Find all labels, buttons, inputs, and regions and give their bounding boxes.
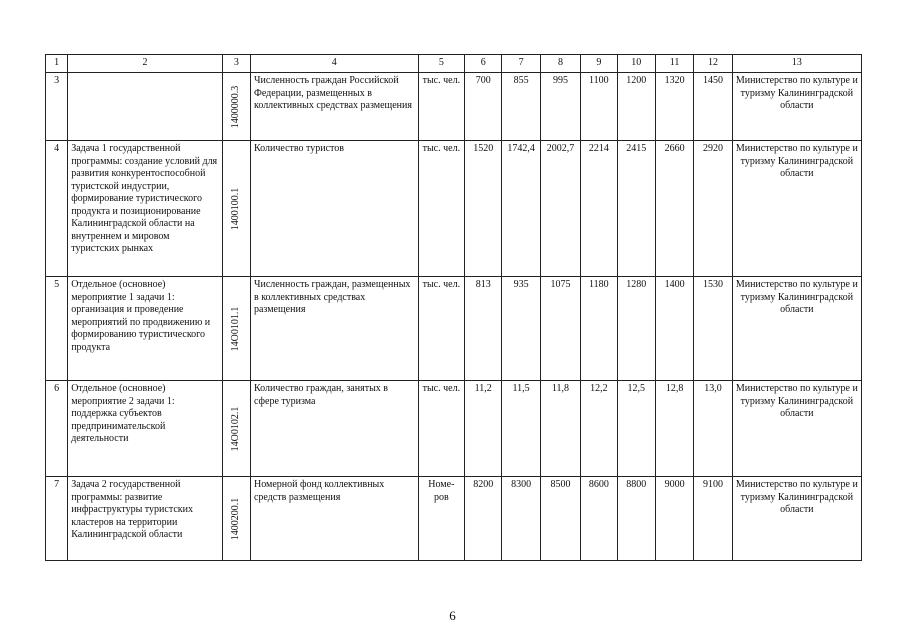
value-cell: 1400 <box>655 277 693 381</box>
unit-cell: тыс. чел. <box>418 141 464 277</box>
value-cell: 1450 <box>694 73 732 141</box>
code-text: 14O0102.1 <box>230 406 242 451</box>
value-cell: 2415 <box>617 141 655 277</box>
value-cell: 855 <box>502 73 540 141</box>
page-number: 6 <box>449 608 456 623</box>
indicator-cell: Количество граждан, занятых в сфере туризма <box>250 381 418 477</box>
header-row <box>46 55 862 73</box>
column-header: 6 <box>465 55 502 73</box>
value-cell: 8300 <box>502 477 540 561</box>
table-row <box>46 477 862 561</box>
value-cell: 12,8 <box>655 381 693 477</box>
column-header: 3 <box>222 55 250 73</box>
code-cell <box>222 381 250 477</box>
value-cell: 1180 <box>581 277 617 381</box>
unit-cell: тыс. чел. <box>418 73 464 141</box>
value-cell: 13,0 <box>694 381 732 477</box>
value-cell: 2660 <box>655 141 693 277</box>
value-cell: 11,2 <box>465 381 502 477</box>
indicators-table <box>45 54 862 561</box>
value-cell: 2920 <box>694 141 732 277</box>
row-number: 6 <box>46 381 68 477</box>
value-cell: 8800 <box>617 477 655 561</box>
column-header: 5 <box>418 55 464 73</box>
row-number: 3 <box>46 73 68 141</box>
column-header: 2 <box>68 55 223 73</box>
value-cell: 1100 <box>581 73 617 141</box>
unit-cell: тыс. чел. <box>418 277 464 381</box>
value-cell: 8200 <box>465 477 502 561</box>
indicator-cell: Численность граждан Российской Федерации, размещенных в коллективных средствах размещения <box>250 73 418 141</box>
value-cell: 995 <box>540 73 580 141</box>
indicator-cell: Номерной фонд коллективных средств размещения <box>250 477 418 561</box>
column-header: 12 <box>694 55 732 73</box>
column-header: 4 <box>250 55 418 73</box>
task-cell: Задача 1 государственной программы: создание условий для развития конкурентоспособной туристской индустрии, формирование туристического продукта и позиционирование Калининградской области на внутреннем и мировом туристских рынках <box>68 141 223 277</box>
value-cell: 1520 <box>465 141 502 277</box>
task-cell: Отдельное (основное) мероприятие 1 задачи 1: организация и проведение мероприятий по продвижению и формированию туристического продукта <box>68 277 223 381</box>
code-cell <box>222 277 250 381</box>
value-cell: 1075 <box>540 277 580 381</box>
column-header: 8 <box>540 55 580 73</box>
code-cell <box>222 73 250 141</box>
indicator-cell: Численность граждан, размещенных в коллективных средствах размещения <box>250 277 418 381</box>
task-cell: Отдельное (основное) мероприятие 2 задачи 1: поддержка субъектов предпринимательской деятельности <box>68 381 223 477</box>
code-text: 1400000.3 <box>230 85 242 128</box>
responsible-cell: Министерство по культуре и туризму Калининградской области <box>732 477 861 561</box>
column-header: 10 <box>617 55 655 73</box>
column-header: 1 <box>46 55 68 73</box>
row-number: 4 <box>46 141 68 277</box>
value-cell: 1320 <box>655 73 693 141</box>
column-header: 7 <box>502 55 540 73</box>
responsible-cell: Министерство по культуре и туризму Калининградской области <box>732 73 861 141</box>
table-row <box>46 73 862 141</box>
task-cell <box>68 73 223 141</box>
unit-cell: тыс. чел. <box>418 381 464 477</box>
code-text: 1400100.1 <box>230 187 242 230</box>
responsible-cell: Министерство по культуре и туризму Калининградской области <box>732 381 861 477</box>
value-cell: 700 <box>465 73 502 141</box>
value-cell: 8500 <box>540 477 580 561</box>
value-cell: 1200 <box>617 73 655 141</box>
code-cell <box>222 477 250 561</box>
column-header: 9 <box>581 55 617 73</box>
value-cell: 8600 <box>581 477 617 561</box>
table-body <box>46 55 862 561</box>
responsible-cell: Министерство по культуре и туризму Калининградской области <box>732 277 861 381</box>
value-cell: 2002,7 <box>540 141 580 277</box>
value-cell: 2214 <box>581 141 617 277</box>
unit-cell: Номе-ров <box>418 477 464 561</box>
value-cell: 1742,4 <box>502 141 540 277</box>
value-cell: 12,5 <box>617 381 655 477</box>
row-number: 5 <box>46 277 68 381</box>
value-cell: 1280 <box>617 277 655 381</box>
value-cell: 11,5 <box>502 381 540 477</box>
value-cell: 813 <box>465 277 502 381</box>
code-text: 1400200.1 <box>230 497 242 540</box>
value-cell: 9100 <box>694 477 732 561</box>
value-cell: 9000 <box>655 477 693 561</box>
code-cell <box>222 141 250 277</box>
value-cell: 1530 <box>694 277 732 381</box>
task-cell: Задача 2 государственной программы: развитие инфраструктуры туристских кластеров на территории Калининградской области <box>68 477 223 561</box>
column-header: 11 <box>655 55 693 73</box>
indicator-cell: Количество туристов <box>250 141 418 277</box>
value-cell: 11,8 <box>540 381 580 477</box>
table-row <box>46 141 862 277</box>
value-cell: 12,2 <box>581 381 617 477</box>
column-header: 13 <box>732 55 861 73</box>
responsible-cell: Министерство по культуре и туризму Калининградской области <box>732 141 861 277</box>
code-text: 14O0101.1 <box>230 306 242 351</box>
value-cell: 935 <box>502 277 540 381</box>
table-row <box>46 381 862 477</box>
row-number: 7 <box>46 477 68 561</box>
table-row <box>46 277 862 381</box>
